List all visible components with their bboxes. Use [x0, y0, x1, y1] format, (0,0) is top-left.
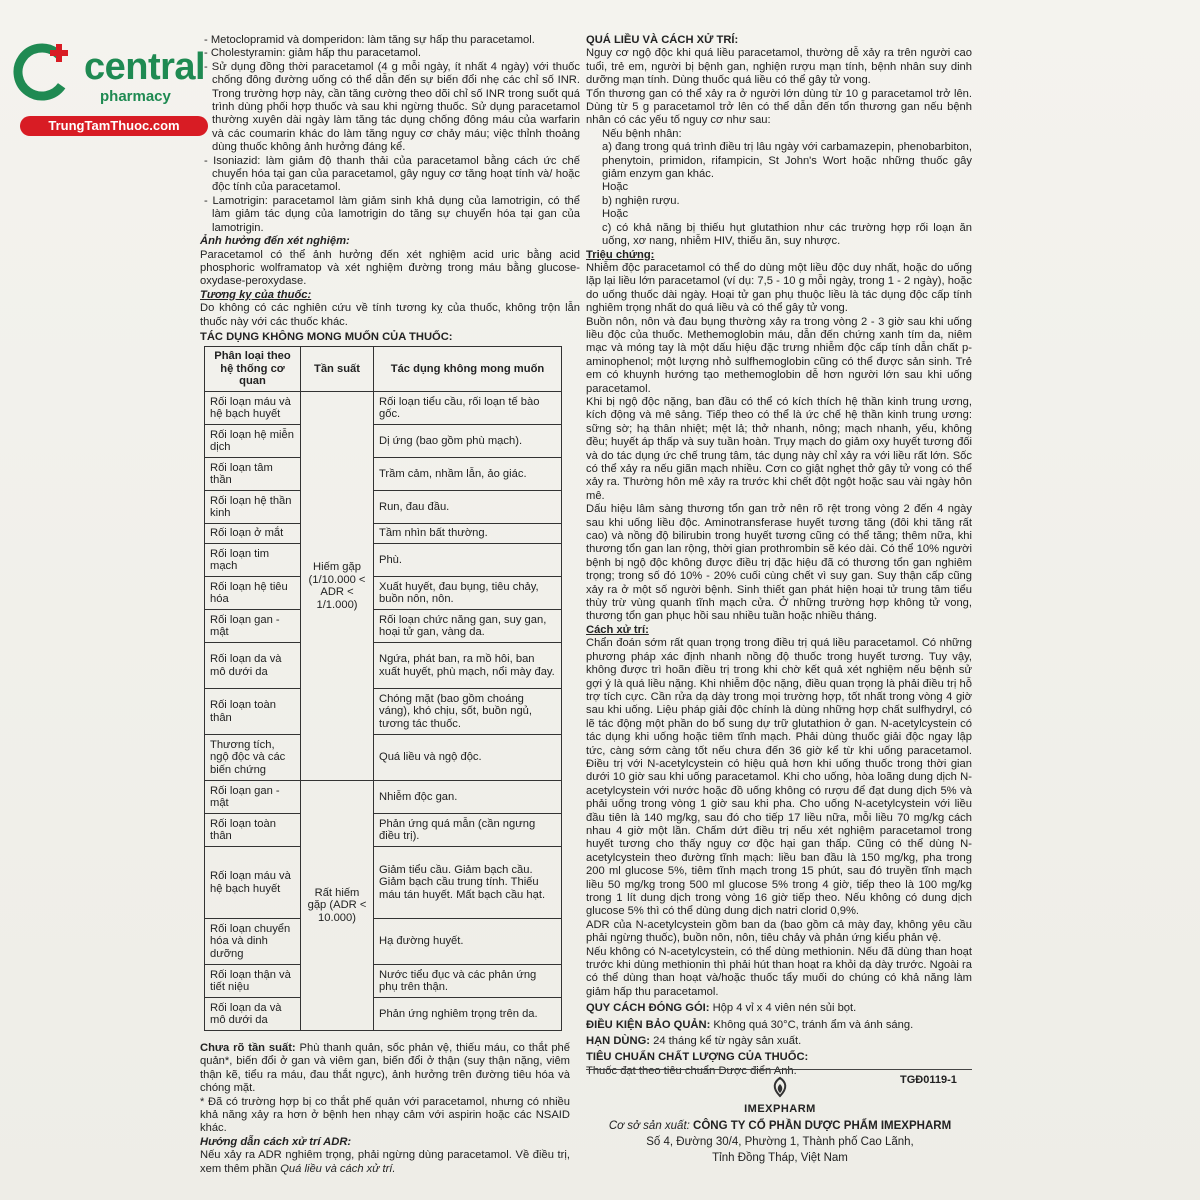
effect-cell: Nhiễm độc gan. — [374, 781, 562, 814]
effect-cell: Giảm tiểu cầu. Giảm bạch cầu. Giảm bạch cầu trung tính. Thiếu máu tán huyết. Mất bạch cầu hạt. — [374, 847, 562, 919]
packaging-text: Hộp 4 vỉ x 4 viên nén sủi bọt. — [709, 1002, 857, 1015]
manufacturer-line — [600, 1118, 960, 1134]
overdose-paragraph: Nguy cơ ngộ độc khi quá liều paracetamol, thường dễ xảy ra trên người cao tuổi, trẻ em, người bị bệnh gan, nghiện rượu mạn tính, bệnh nhân suy dinh dưỡng mạn tính. Dùng thuốc quá liều có thể gây tử vong. — [586, 47, 972, 87]
symptoms-heading: Triệu chứng: — [586, 248, 655, 261]
table-row — [205, 965, 562, 998]
risk-or: Hoặc — [602, 181, 629, 194]
effect-cell: Nước tiểu đục và các phản ứng phụ trên thận. — [374, 965, 562, 998]
col-header-frequency: Tần suất — [301, 347, 374, 392]
table-row — [205, 847, 562, 919]
col-header-system: Phân loại theo hệ thống cơ quan — [205, 347, 301, 392]
effect-cell: Rối loạn tiểu cầu, rối loạn tế bào gốc. — [374, 392, 562, 425]
unknown-frequency-paragraph — [200, 1042, 570, 1096]
logo-subtitle: pharmacy — [100, 88, 171, 105]
frequency-rare-cell: Hiếm gặp (1/10.000 < ADR < 1/1.000) — [301, 392, 374, 781]
effect-cell: Quá liều và ngộ độc. — [374, 735, 562, 781]
document-code: TGĐ0119-1 — [900, 1074, 957, 1086]
system-cell: Rối loạn hệ tiêu hóa — [205, 577, 301, 610]
pharmacy-cross-logo-icon — [12, 36, 78, 102]
treatment-paragraph: Nếu không có N-acetylcystein, có thể dùng methionin. Nếu đã dùng than hoạt trước khi dùng methionin thì phải hút than hoạt ra khỏi dạ dày trước. Ngoài ra có thể dùng than hoạt và/hoặc thuốc tẩy muối do chúng có khả năng làm giảm hấp thu paracetamol. — [586, 945, 972, 998]
system-cell: Rối loạn hệ miễn dịch — [205, 425, 301, 458]
effect-cell: Rối loạn chức năng gan, suy gan, hoại tử gan, vàng da. — [374, 610, 562, 643]
effect-cell: Phản ứng quá mẫn (cần ngưng điều trị). — [374, 814, 562, 847]
address-line: Số 4, Đường 30/4, Phường 1, Thành phố Cao Lãnh, — [646, 1136, 914, 1148]
table-row — [205, 643, 562, 689]
system-cell: Rối loạn thận và tiết niệu — [205, 965, 301, 998]
packaging-label: QUY CÁCH ĐÓNG GÓI: — [586, 1002, 710, 1015]
effect-cell: Tầm nhìn bất thường. — [374, 524, 562, 544]
table-row — [205, 735, 562, 781]
adr-guide-heading: Hướng dẫn cách xử trí ADR: — [200, 1135, 352, 1148]
table-row — [205, 544, 562, 577]
adr-guide-text: Nếu xảy ra ADR nghiêm trọng, phải ngừng dùng paracetamol. Về điều trị, xem thêm phần — [200, 1149, 570, 1175]
system-cell: Rối loạn toàn thân — [205, 689, 301, 735]
risk-item: b) nghiện rượu. — [602, 194, 680, 207]
manufacturer-label: Cơ sở sản xuất: — [608, 1120, 690, 1132]
effect-cell: Phản ứng nghiêm trọng trên da. — [374, 998, 562, 1031]
interaction-item: - Metoclopramid và domperidon: làm tăng sự hấp thu paracetamol. — [204, 34, 535, 46]
right-column — [586, 34, 972, 1078]
side-effects-heading: TÁC DỤNG KHÔNG MONG MUỐN CỦA THUỐC: — [200, 330, 453, 343]
expiry-label: HẠN DÙNG: — [586, 1035, 651, 1048]
logo-website-bar: TrungTamThuoc.com — [20, 116, 208, 136]
packaging-line — [586, 1002, 972, 1015]
system-cell: Rối loạn tâm thần — [205, 458, 301, 491]
interaction-item: - Lamotrigin: paracetamol làm giảm sinh khả dụng của lamotrigin, có thể làm giảm tác dụng của lamotrigin do tăng sự chuyển hóa tại gan của lamotrigin. — [204, 194, 580, 234]
imexpharm-brand — [740, 1076, 820, 1115]
table-row — [205, 814, 562, 847]
risk-intro: Nếu bệnh nhân: — [602, 127, 682, 140]
risk-item: a) đang trong quá trình điều trị lâu ngày với carbamazepin, phenobarbiton, phenytoin, primidon, rifampicin, St John's Wort hoặc những thuốc gây giảm enzym gan khác. — [602, 141, 972, 181]
table-header-row — [205, 347, 562, 392]
effect-cell: Ngứa, phát ban, ra mồ hôi, ban xuất huyết, phù mạch, nổi mày đay. — [374, 643, 562, 689]
compat-heading: Tương kỵ của thuốc: — [200, 288, 312, 301]
footer-divider — [586, 1069, 972, 1070]
unknown-frequency-label: Chưa rõ tần suất: — [200, 1042, 296, 1054]
table-row — [205, 577, 562, 610]
system-cell: Rối loạn chuyển hóa và dinh dưỡng — [205, 919, 301, 965]
table-row — [205, 610, 562, 643]
table-row — [205, 781, 562, 814]
system-cell: Rối loạn gan - mật — [205, 610, 301, 643]
table-row — [205, 458, 562, 491]
lab-effect-heading: Ảnh hưởng đến xét nghiệm: — [200, 235, 350, 248]
quality-text: Thuốc đạt theo tiêu chuẩn Dược điển Anh. — [586, 1064, 797, 1077]
effect-cell: Phù. — [374, 544, 562, 577]
footnote: * Đã có trường hợp bị co thắt phế quản với paracetamol, nhưng có nhiều khả năng xảy ra hơn ở bệnh hen nhạy cảm với aspirin hoặc các NSAID khác. — [200, 1095, 570, 1135]
effect-cell: Xuất huyết, đau bụng, tiêu chảy, buồn nôn, nôn. — [374, 577, 562, 610]
quality-heading: TIÊU CHUẨN CHẤT LƯỢNG CỦA THUỐC: — [586, 1051, 809, 1064]
manufacturer-block — [600, 1118, 960, 1166]
imexpharm-logo-icon — [767, 1076, 793, 1098]
risk-list — [586, 128, 972, 249]
interaction-item: - Sử dụng đồng thời paracetamol (4 g mỗi ngày, ít nhất 4 ngày) với thuốc chống đông đường uống có thể dẫn đến sự biến đổi nhẹ các chỉ số INR. Trong trường hợp này, cần tăng cường theo dõi chỉ số INR trong suốt quá trình dùng phối hợp thuốc và sau khi ngừng thuốc. Sử dụng paracetamol thường xuyên dài ngày làm tăng tác dụng chống đông máu của warfarin và các coumarin khác do làm tăng nguy cơ chảy máu; việc thỉnh thoảng dùng thuốc không ảnh hưởng đáng kể. — [204, 60, 580, 154]
interaction-item: - Cholestyramin: giảm hấp thu paracetamol. — [204, 47, 422, 60]
symptoms-paragraph: Khi bị ngộ độc nặng, ban đầu có thể có kích thích hệ thần kinh trung ương, kích động và mê sảng. Tiếp theo có thể là ức chế hệ thần kinh trung ương: sững sờ; hạ thân nhiệt; mệt lả; thở nhanh, nông; mạch nhanh, yếu, không đều; huyết áp thấp và suy tuần hoàn. Trụy mạch do giảm oxy huyết tương đối và do tác dụng ức chế trung tâm, tác dụng này chỉ xảy ra với liều rất lớn. Sốc có thể xảy ra nếu giãn mạch nhiều. Cơn co giật nghẹt thở gây tử vong có thể xảy ra. Thường hôn mê xảy ra trước khi chết đột ngột hoặc sau vài ngày hôn mê. — [586, 395, 972, 502]
system-cell: Rối loạn máu và hệ bạch huyết — [205, 392, 301, 425]
system-cell: Rối loạn gan - mật — [205, 781, 301, 814]
system-cell: Rối loạn hệ thần kinh — [205, 491, 301, 524]
brand-name: IMEXPHARM — [744, 1103, 816, 1115]
risk-or: Hoặc — [602, 208, 629, 221]
table-row — [205, 392, 562, 425]
left-column — [200, 34, 580, 344]
system-cell: Rối loạn tim mạch — [205, 544, 301, 577]
compat-text: Do không có các nghiên cứu về tính tương kỵ của thuốc, không trộn lẫn thuốc này với các thuốc khác. — [200, 302, 580, 328]
table-row — [205, 524, 562, 544]
system-cell: Thương tích, ngộ độc và các biến chứng — [205, 735, 301, 781]
effect-cell: Run, đau đầu. — [374, 491, 562, 524]
table-row — [205, 425, 562, 458]
symptoms-paragraph: Dấu hiệu lâm sàng thương tổn gan trở nên rõ rệt trong vòng 2 đến 4 ngày sau khi uống liều độc. Aminotransferase huyết tương tăng (đôi khi tăng rất cao) và nồng độ bilirubin trong huyết tương cũng có thể tăng; thêm nữa, khi thương tổn gan lan rộng, thời gian prothrombin sẽ kéo dài. Có thể 10% người bệnh bị ngộ độc không được điều trị đặc hiệu đã có thương tổn gan nghiêm trọng; trong số đó 10% - 20% cuối cùng chết vì suy gan. Suy thận cấp cũng xảy ra ở một số người bệnh. Sinh thiết gan phát hiện hoại tử trung tâm tiểu thùy trừ vùng quanh tĩnh mạch cửa. Ở những trường hợp không tử vong, thương tổn gan phục hồi sau nhiều tuần hoặc nhiều tháng. — [586, 503, 972, 623]
table-row — [205, 491, 562, 524]
storage-line — [586, 1019, 972, 1032]
manufacturer-name: CÔNG TY CỔ PHẦN DƯỢC PHẨM IMEXPHARM — [689, 1120, 952, 1132]
table-row — [205, 998, 562, 1031]
storage-text: Không quá 30°C, tránh ẩm và ánh sáng. — [710, 1018, 914, 1031]
address-line: Tỉnh Đồng Tháp, Việt Nam — [712, 1152, 848, 1164]
system-cell: Rối loạn toàn thân — [205, 814, 301, 847]
effect-cell: Dị ứng (bao gồm phù mạch). — [374, 425, 562, 458]
adr-guide-paragraph — [200, 1149, 570, 1176]
risk-item: c) có khả năng bị thiếu hụt glutathion như các trường hợp rối loạn ăn uống, xơ nang, nhiễm HIV, thiếu ăn, suy nhược. — [602, 221, 972, 248]
treatment-paragraph: Chẩn đoán sớm rất quan trọng trong điều trị quá liều paracetamol. Có những phương pháp xác định nhanh nồng độ thuốc trong huyết tương. Tuy vậy, không được trì hoãn điều trị trong khi chờ kết quả xét nghiệm nếu bệnh sử gợi ý là quá liều nặng. Khi nhiễm độc nặng, điều quan trọng là phải điều trị hỗ trợ tích cực. Cần rửa dạ dày trong mọi trường hợp, tốt nhất trong vòng 4 giờ sau khi uống. Liệu pháp giải độc chính là dùng những hợp chất sulfhydryl, có lẽ tác động một phần do bổ sung dự trữ glutathion ở gan. N-acetylcystein có tác dụng khi uống hoặc tiêm tĩnh mạch. Phải dùng thuốc giải độc ngay lập tức, càng sớm càng tốt nếu chưa đến 36 giờ kể từ khi uống paracetamol. Điều trị với N-acetylcystein có hiệu quả hơn khi uống thuốc trong thời gian dưới 10 giờ sau khi uống paracetamol. Khi cho uống, hòa loãng dung dịch N-acetylcystein với nước hoặc đồ uống không có rượu để đạt dung dịch 5% và phải uống trong vòng 1 giờ sau khi pha. Cho uống N-acetylcystein với liều đầu tiên là 140 mg/kg, sau đó cho tiếp 17 liều nữa, mỗi liều 70 mg/kg cách nhau 4 giờ một lần. Chấm dứt điều trị nếu xét nghiệm paracetamol trong huyết tương cho thấy nguy cơ độc hại gan thấp. Cũng có thể dùng N-acetylcystein theo đường tĩnh mạch: liều ban đầu là 150 mg/kg, pha trong 200 ml glucose 5%, tiêm tĩnh mạch trong 15 phút, sau đó truyền tĩnh mạch liều 50 mg/kg trong 500 ml glucose 5% trong 4 giờ, tiếp theo là 100 mg/kg trong 1 lít dung dịch trong vòng 16 giờ tiếp theo. Nếu không có dung dịch glucose 5% thì có thể dùng dung dịch natri clorid 0,9%. — [586, 637, 972, 918]
frequency-very-rare-cell: Rất hiếm gặp (ADR < 10.000) — [301, 781, 374, 1031]
effect-cell: Trầm cảm, nhầm lẫn, ảo giác. — [374, 458, 562, 491]
effect-cell: Chóng mặt (bao gồm choáng váng), khó chịu, sốt, buồn ngủ, tương tác thuốc. — [374, 689, 562, 735]
system-cell: Rối loạn da và mô dưới da — [205, 643, 301, 689]
storage-label: ĐIỀU KIỆN BẢO QUẢN: — [586, 1018, 711, 1031]
system-cell: Rối loạn ở mắt — [205, 524, 301, 544]
expiry-text: 24 tháng kể từ ngày sản xuất. — [650, 1035, 802, 1048]
left-column-bottom — [200, 1042, 570, 1176]
system-cell: Rối loạn máu và hệ bạch huyết — [205, 847, 301, 919]
unknown-frequency-text: Phù thanh quản, sốc phản vệ, thiếu máu, co thắt phế quản*, biến đổi ở gan và viêm gan, biến đổi ở thận (suy thận nặng, viêm thận kẽ, tiểu ra máu, đau thắt ngực), ảnh hưởng trên đường tiêu hóa và chóng mặt. — [200, 1042, 570, 1095]
effect-cell: Hạ đường huyết. — [374, 919, 562, 965]
adr-guide-ref: Quá liều và cách xử trí. — [280, 1162, 396, 1175]
system-cell: Rối loạn da và mô dưới da — [205, 998, 301, 1031]
interaction-item: - Isoniazid: làm giảm độ thanh thải của paracetamol bằng cách ức chế chuyển hóa tại gan của paracetamol, gây nguy cơ tăng hoạt tính và/ hoặc độc tính của paracetamol. — [204, 154, 580, 194]
lab-effect-text: Paracetamol có thể ảnh hưởng đến xét nghiệm acid uric bằng acid phosphoric wolframatop và xét nghiệm đường trong máu bằng glucose-oxydase-peroxydase. — [200, 248, 580, 288]
col-header-effect: Tác dụng không mong muốn — [374, 347, 562, 392]
symptoms-paragraph: Buồn nôn, nôn và đau bụng thường xảy ra trong vòng 2 - 3 giờ sau khi uống liều độc của thuốc. Methemoglobin máu, dẫn đến chứng xanh tím da, niêm mạc và móng tay là một dấu hiệu đặc trưng nhiễm độc cấp tính dẫn chất p-aminophenol; một lượng nhỏ sulfhemoglobin cũng có thể được sản sinh. Trẻ em có khuynh hướng tạo methemoglobin dễ hơn người lớn sau khi uống paracetamol. — [586, 315, 972, 395]
overdose-paragraph: Tổn thương gan có thể xảy ra ở người lớn dùng từ 10 g paracetamol trở lên. Dùng từ 5 g paracetamol trở lên có thể dẫn đến tổn thương gan nếu bệnh nhân có các yếu tố nguy cơ như sau: — [586, 87, 972, 127]
expiry-line — [586, 1035, 972, 1048]
table-row — [205, 919, 562, 965]
symptoms-paragraph: Nhiễm độc paracetamol có thể do dùng một liều độc duy nhất, hoặc do uống lặp lại liều lớn paracetamol (ví dụ: 7,5 - 10 g mỗi ngày, trong 1 - 2 ngày), hoặc do uống thuốc dài ngày. Hoại tử gan phụ thuộc liều là tác dụng độc cấp tính nghiêm trọng nhất do quá liều và có thể gây tử vong. — [586, 261, 972, 315]
table-row — [205, 689, 562, 735]
side-effects-table — [204, 346, 562, 1031]
logo-wordmark: central — [84, 46, 206, 88]
central-pharmacy-logo[interactable] — [12, 36, 217, 136]
treatment-paragraph: ADR của N-acetylcystein gồm ban da (bao gồm cả mày đay, không yêu cầu phải ngừng thuốc), buồn nôn, nôn, tiêu chảy và phản ứng kiểu phản vệ. — [586, 918, 972, 945]
treatment-heading: Cách xử trí: — [586, 623, 649, 636]
overdose-heading: QUÁ LIỀU VÀ CÁCH XỬ TRÍ: — [586, 34, 739, 46]
